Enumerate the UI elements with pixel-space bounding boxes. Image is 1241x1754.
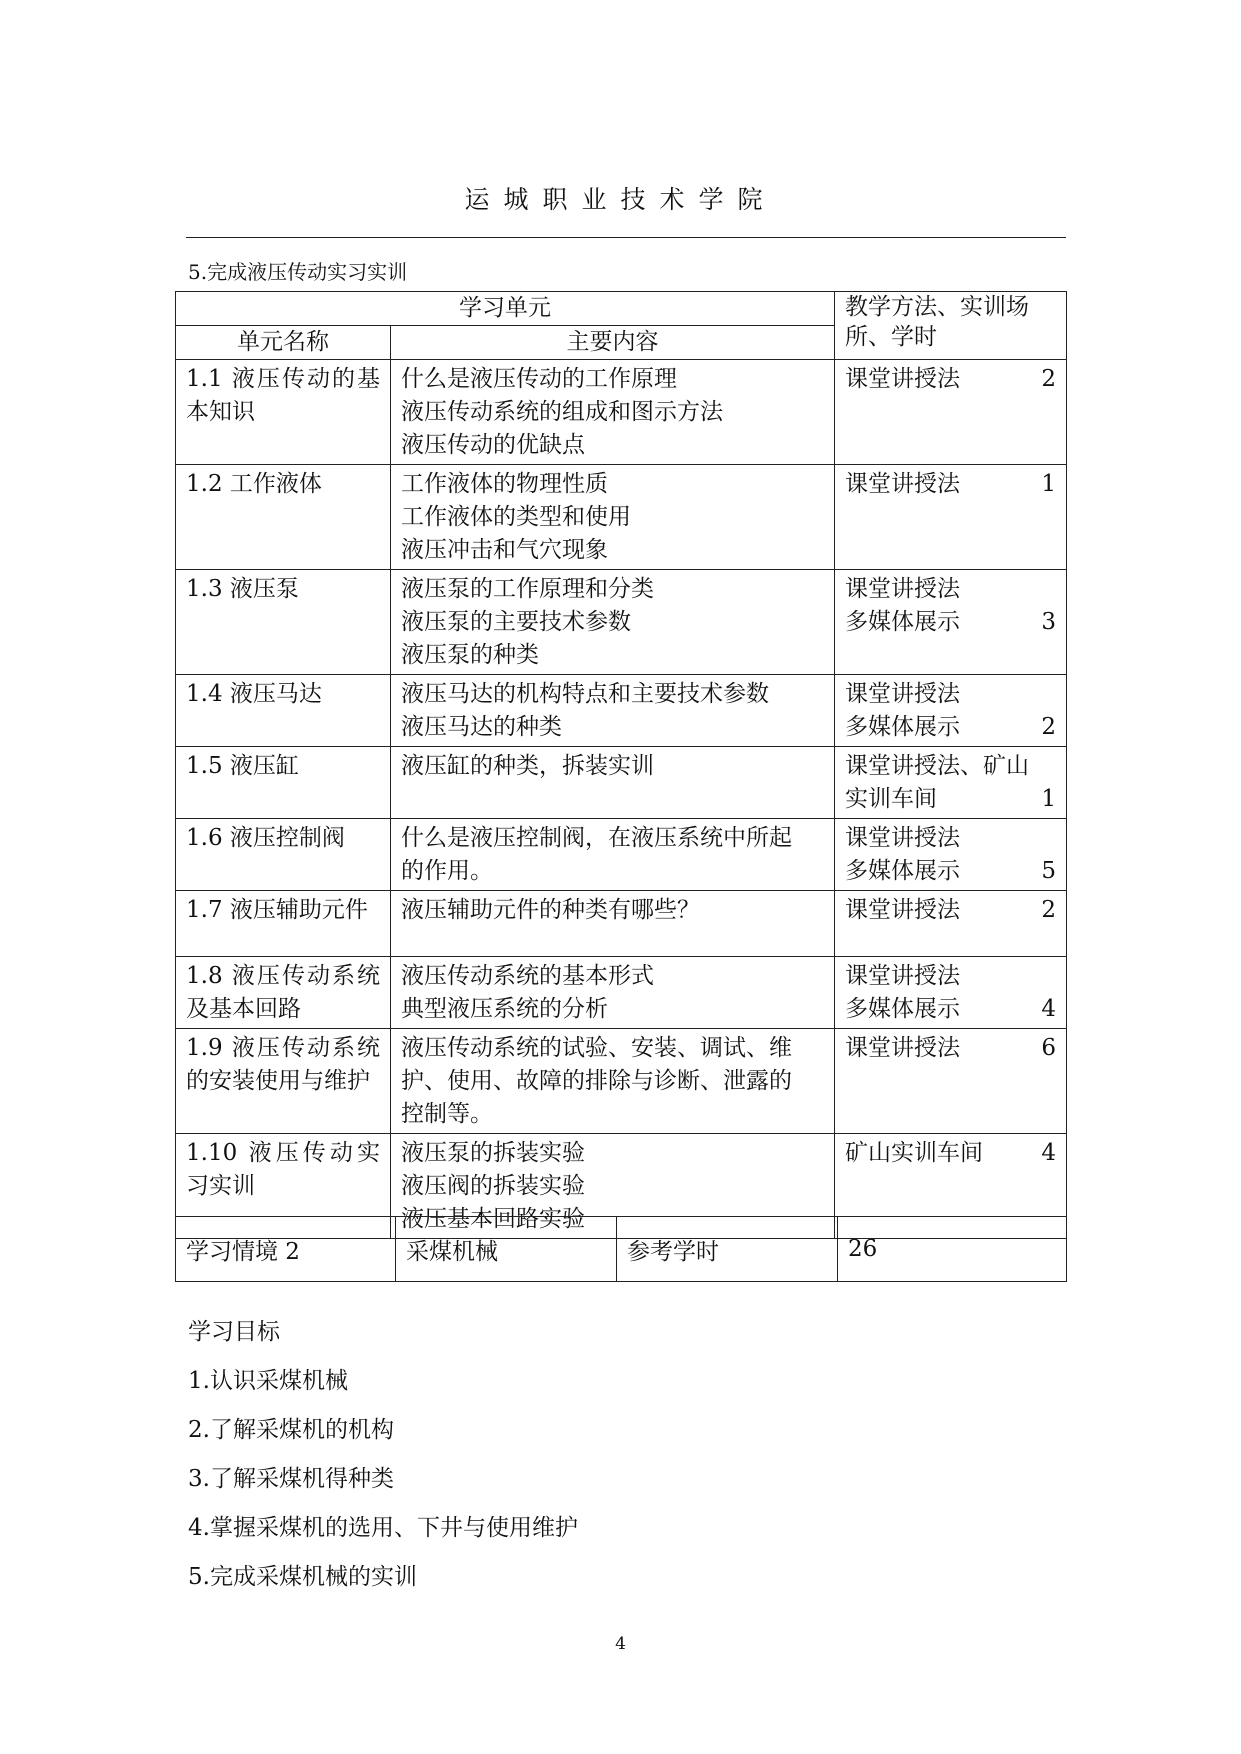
unit-content-cell: [391, 675, 835, 747]
section-title: 5.完成液压传动实习实训: [188, 260, 408, 284]
situation-label: 学习情境 2: [176, 1217, 396, 1282]
unit-name-cell: 1.9 液压传动系统的安装使用与维护: [176, 1029, 391, 1134]
col-unit-name-header: 单元名称: [176, 326, 391, 360]
content-line: 什么是液压传动的工作原理: [401, 366, 677, 392]
method-line: 课堂讲授法: [845, 471, 960, 497]
unit-name-cell: 1.7 液压辅助元件: [176, 891, 391, 957]
unit-row: [176, 747, 1067, 819]
content-line: 液压冲击和气穴现象: [401, 537, 608, 563]
goal-item: 1.认识采煤机械: [188, 1368, 348, 1394]
unit-name-cell: 1.4 液压马达: [176, 675, 391, 747]
method-line: 多媒体展示: [845, 609, 960, 635]
learning-situation-table: [175, 1216, 1067, 1282]
content-line: 液压泵的拆装实验: [401, 1140, 585, 1166]
unit-hours: 2: [1041, 366, 1056, 392]
method-line: 课堂讲授法: [845, 366, 960, 392]
unit-content-cell: [391, 747, 835, 819]
ref-hours-label: 参考学时: [617, 1217, 838, 1282]
unit-name-cell: 1.8 液压传动系统及基本回路: [176, 957, 391, 1029]
unit-content-cell: [391, 1029, 835, 1134]
content-line: 液压基本回路实验: [401, 1206, 585, 1232]
method-line: 课堂讲授法: [845, 681, 960, 707]
content-line: 典型液压系统的分析: [401, 996, 608, 1022]
unit-hours: 2: [1041, 714, 1056, 740]
method-line: 课堂讲授法: [845, 576, 960, 602]
goal-item: 5.完成采煤机械的实训: [188, 1564, 417, 1590]
content-line: 液压马达的机构特点和主要技术参数: [401, 681, 769, 707]
method-line: 多媒体展示: [845, 858, 960, 884]
unit-name-cell: 1.2 工作液体: [176, 465, 391, 570]
content-line: 什么是液压控制阀，在液压系统中所起: [401, 825, 792, 851]
unit-hours: 3: [1041, 609, 1056, 635]
content-line: 液压传动系统的试验、安装、调试、维: [401, 1035, 792, 1061]
col-method-header: 教学方法、实训场所、学时: [835, 292, 1067, 360]
situation-name: 采煤机械: [396, 1217, 617, 1282]
unit-method-cell: [835, 465, 1067, 570]
unit-row: [176, 360, 1067, 465]
unit-content-cell: [391, 957, 835, 1029]
goal-item: 4.掌握采煤机的选用、下井与使用维护: [188, 1515, 578, 1541]
goal-item: 2.了解采煤机的机构: [188, 1417, 394, 1443]
unit-hours: 4: [1041, 1140, 1056, 1166]
content-line: 液压泵的主要技术参数: [401, 609, 631, 635]
content-line: 液压泵的工作原理和分类: [401, 576, 654, 602]
method-line: 多媒体展示: [845, 996, 960, 1022]
institution-header: 运城职业技术学院: [464, 185, 777, 214]
learning-goals: [188, 1314, 578, 1608]
unit-method-cell: [835, 570, 1067, 675]
unit-content-cell: [391, 819, 835, 891]
method-line: 实训车间: [845, 786, 937, 812]
unit-row: [176, 891, 1067, 957]
unit-name-cell: 1.1 液压传动的基本知识: [176, 360, 391, 465]
goal-item: 3.了解采煤机得种类: [188, 1466, 394, 1492]
content-line: 工作液体的物理性质: [401, 471, 608, 497]
unit-hours: 6: [1041, 1035, 1056, 1061]
unit-method-cell: [835, 747, 1067, 819]
unit-hours: 1: [1041, 786, 1056, 812]
unit-method-cell: [835, 1029, 1067, 1134]
unit-method-cell: [835, 675, 1067, 747]
goals-title: 学习目标: [188, 1319, 280, 1345]
content-line: 工作液体的类型和使用: [401, 504, 631, 530]
method-line: 矿山实训车间: [845, 1140, 983, 1166]
unit-hours: 2: [1041, 897, 1056, 923]
unit-name-cell: 1.10 液压传动实习实训: [176, 1134, 391, 1239]
unit-content-cell: [391, 465, 835, 570]
unit-row: [176, 465, 1067, 570]
unit-name-cell: 1.6 液压控制阀: [176, 819, 391, 891]
content-line: 液压阀的拆装实验: [401, 1173, 585, 1199]
unit-row: [176, 570, 1067, 675]
header-rule: [186, 237, 1066, 238]
unit-content-cell: [391, 360, 835, 465]
unit-name-cell: 1.5 液压缸: [176, 747, 391, 819]
content-line: 的作用。: [401, 858, 493, 884]
content-line: 液压缸的种类，拆装实训: [401, 753, 654, 779]
page-number: 4: [615, 1634, 626, 1654]
unit-row: [176, 1029, 1067, 1134]
method-line: 课堂讲授法: [845, 963, 960, 989]
content-line: 液压泵的种类: [401, 642, 539, 668]
unit-method-cell: [835, 360, 1067, 465]
unit-row: [176, 819, 1067, 891]
content-line: 液压传动系统的组成和图示方法: [401, 399, 723, 425]
unit-row: [176, 957, 1067, 1029]
content-line: 液压传动系统的基本形式: [401, 963, 654, 989]
unit-content-cell: [391, 891, 835, 957]
method-line: 课堂讲授法: [845, 825, 960, 851]
unit-content-cell: [391, 570, 835, 675]
method-line: 多媒体展示: [845, 714, 960, 740]
content-line: 液压传动的优缺点: [401, 432, 585, 458]
content-line: 护、使用、故障的排除与诊断、泄露的: [401, 1068, 792, 1094]
unit-hours: 4: [1041, 996, 1056, 1022]
unit-hours: 1: [1041, 471, 1056, 497]
unit-method-cell: [835, 891, 1067, 957]
unit-method-cell: [835, 957, 1067, 1029]
method-line: 课堂讲授法、矿山: [845, 753, 1029, 779]
unit-hours: 5: [1041, 858, 1056, 884]
unit-name-cell: 1.3 液压泵: [176, 570, 391, 675]
content-line: 液压马达的种类: [401, 714, 562, 740]
unit-method-cell: [835, 819, 1067, 891]
group-header: 学习单元: [176, 292, 835, 326]
method-line: 课堂讲授法: [845, 897, 960, 923]
content-line: 控制等。: [401, 1101, 493, 1127]
method-line: 课堂讲授法: [845, 1035, 960, 1061]
learning-units-table: [175, 291, 1067, 1239]
content-line: 液压辅助元件的种类有哪些？: [401, 897, 700, 923]
col-content-header: 主要内容: [391, 326, 835, 360]
ref-hours-value: 26: [838, 1217, 1067, 1282]
unit-row: [176, 675, 1067, 747]
